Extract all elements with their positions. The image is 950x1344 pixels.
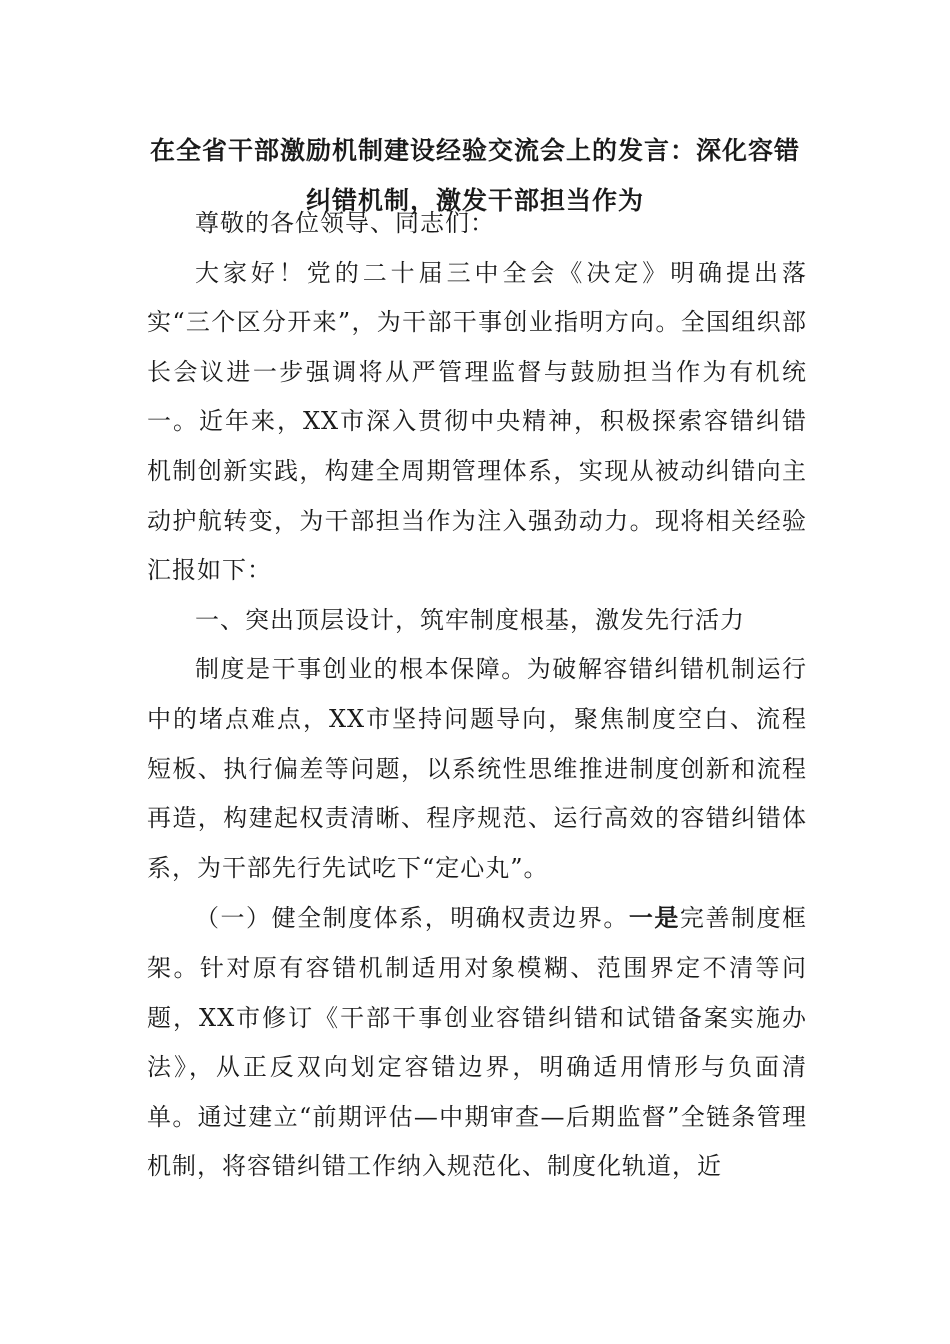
subsection-text-1: 完善制度框架。针对原有容错机制适用对象模糊、范围界定不清等问题，XX市修订《干部干事创业容错纠错和试错备案实施办法》，从正反双向划定容错边界，明确适用情形与负面清单。通过建立“前期评估—中期审查—后期监督”全链条管理机制，将容错纠错工作纳入规范化、制度化轨道，近 bbox=[147, 904, 808, 1181]
salutation: 尊敬的各位领导、同志们： bbox=[195, 209, 495, 237]
section-paragraph-1: 制度是干事创业的根本保障。为破解容错纠错机制运行中的堵点难点，XX市坚持问题导向，聚焦制度空白、流程短板、执行偏差等问题，以系统性思维推进制度创新和流程再造，构建起权责清晰、程序规范、运行高效的容错纠错体系，为干部先行先试吃下“定心丸”。 bbox=[147, 655, 807, 882]
document-title: 在全省干部激励机制建设经验交流会上的发言：深化容错纠错机制，激发干部担当作为 bbox=[149, 136, 800, 215]
section-heading-1: 一、突出顶层设计，筑牢制度根基，激发先行活力 bbox=[195, 605, 745, 634]
subsection-heading-1: （一）健全制度体系，明确权责边界。 bbox=[195, 904, 629, 933]
intro-paragraph: 大家好！党的二十届三中全会《决定》明确提出落实“三个区分开来”，为干部干事创业指明方向。全国组织部长会议进一步强调将从严管理监督与鼓励担当作为有机统一。近年来，XX市深入贯彻中央精神，积极探索容错纠错机制创新实践，构建全周期管理体系，实现从被动纠错向主动护航转变，为干部担当作为注入强劲动力。现将相关经验汇报如下： bbox=[147, 258, 807, 585]
document-body bbox=[147, 199, 807, 1192]
subsection-paragraph-1 bbox=[147, 893, 807, 1192]
subsection-point-marker: 一是 bbox=[628, 903, 680, 933]
